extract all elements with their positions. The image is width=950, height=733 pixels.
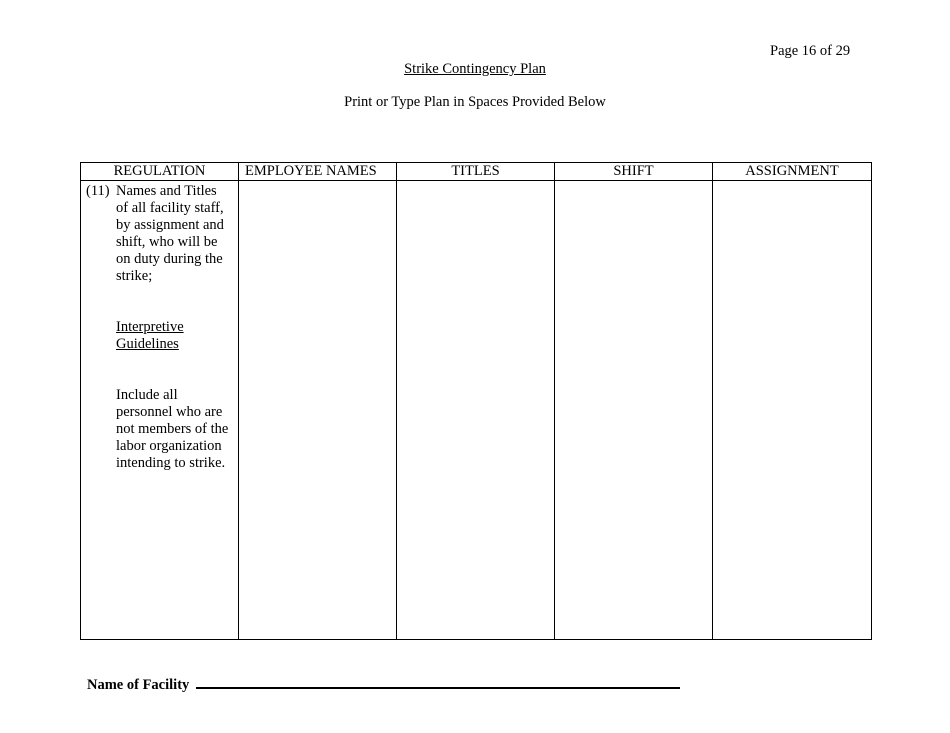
document-subtitle: Print or Type Plan in Spaces Provided Below — [344, 94, 606, 110]
regulation-text-line: by assignment and — [116, 217, 224, 233]
table-header-row — [81, 163, 872, 181]
regulation-cell — [81, 181, 239, 640]
regulation-text-line: strike; — [116, 268, 153, 284]
regulation-text-line: on duty during the — [116, 251, 223, 267]
employee-names-cell[interactable] — [239, 181, 397, 640]
column-header-employee-names: EMPLOYEE NAMES — [239, 163, 397, 181]
assignment-cell[interactable] — [713, 181, 872, 640]
facility-label: Name of Facility — [87, 677, 190, 693]
plan-table — [80, 162, 872, 640]
page-number: Page 16 of 29 — [770, 43, 851, 59]
interpretive-guidelines-body — [116, 387, 234, 472]
table-row — [81, 181, 872, 640]
column-header-assignment: ASSIGNMENT — [713, 163, 872, 181]
facility-name-input-line[interactable] — [196, 673, 680, 689]
guidelines-body-line: Include all — [116, 387, 178, 403]
column-header-titles: TITLES — [397, 163, 555, 181]
regulation-text-line: of all facility staff, — [116, 200, 224, 216]
guidelines-body-line: not members of the — [116, 421, 229, 437]
titles-cell[interactable] — [397, 181, 555, 640]
document-title-wrapper — [0, 61, 950, 78]
guidelines-heading-line: Interpretive — [116, 319, 184, 335]
column-header-regulation: REGULATION — [81, 163, 239, 181]
guidelines-body-line: intending to strike. — [116, 455, 226, 471]
column-header-shift: SHIFT — [555, 163, 713, 181]
regulation-text-line: shift, who will be — [116, 234, 218, 250]
interpretive-guidelines-heading — [116, 319, 234, 353]
shift-cell[interactable] — [555, 181, 713, 640]
document-title: Strike Contingency Plan — [404, 61, 546, 77]
facility-field — [87, 673, 680, 694]
guidelines-body-line: labor organization — [116, 438, 222, 454]
regulation-text-line: Names and Titles — [116, 183, 217, 199]
guidelines-body-line: personnel who are — [116, 404, 223, 420]
regulation-number: (11) — [86, 183, 110, 199]
guidelines-heading-line: Guidelines — [116, 336, 179, 352]
